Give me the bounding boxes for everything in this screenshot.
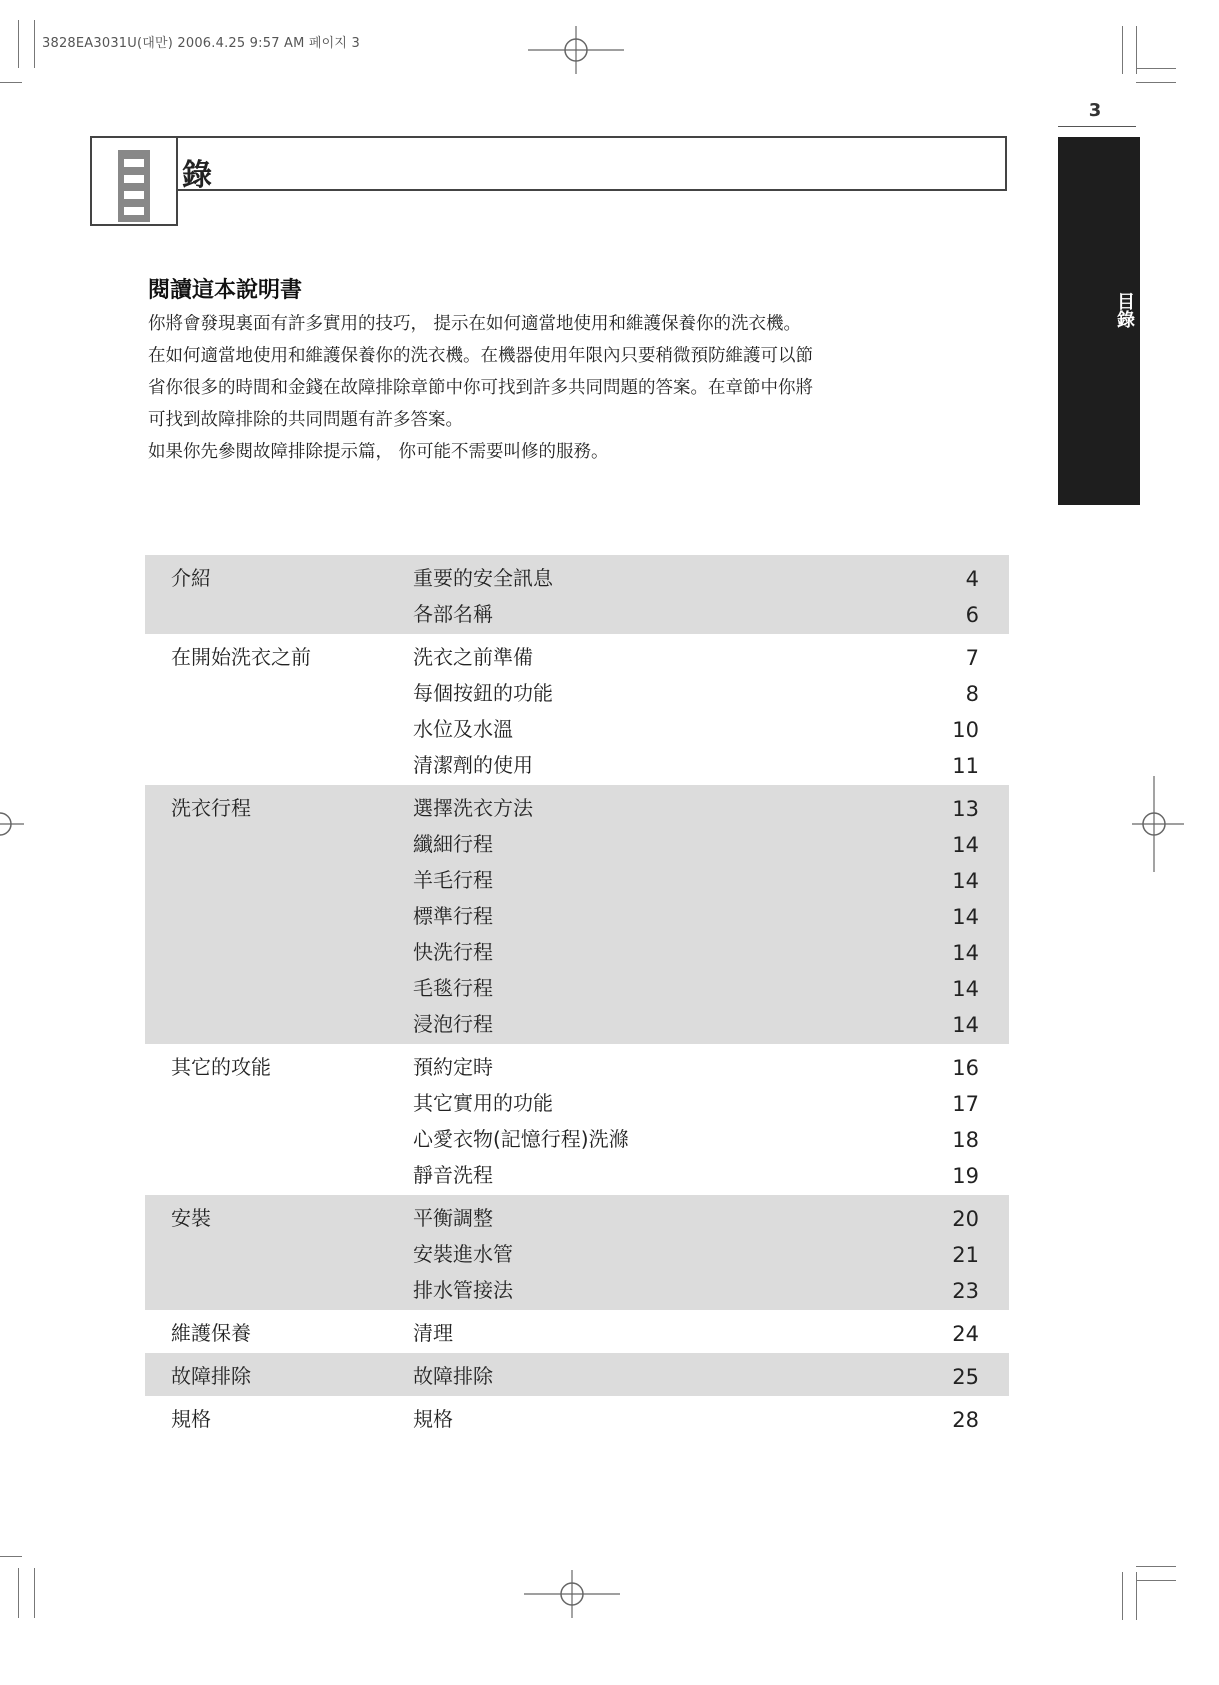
toc-row — [145, 1155, 1009, 1191]
registration-mark-left — [0, 800, 30, 848]
toc-section-specifications — [145, 1396, 1009, 1439]
toc-section-other-functions — [145, 1044, 1009, 1195]
toc-page: 14 — [952, 941, 979, 965]
toc-row — [145, 824, 1009, 860]
toc-page: 14 — [952, 905, 979, 929]
toc-row — [145, 1356, 1009, 1392]
crop-mark — [1122, 1572, 1123, 1620]
toc-row — [145, 673, 1009, 709]
toc-page: 10 — [952, 718, 979, 742]
toc-section-wash-cycles — [145, 785, 1009, 1044]
title-icon-char — [118, 150, 150, 222]
toc-row — [145, 1313, 1009, 1349]
title-icon-bar — [124, 191, 144, 199]
side-tab — [1058, 137, 1140, 505]
toc-row — [145, 860, 1009, 896]
toc-category: 故障排除 — [171, 1364, 251, 1388]
toc-page: 24 — [952, 1322, 979, 1346]
crop-mark — [34, 20, 35, 68]
page-title: 錄 — [182, 158, 212, 193]
toc-item[interactable]: 水位及水溫 — [413, 717, 513, 741]
toc-item[interactable]: 清潔劑的使用 — [413, 753, 533, 777]
toc-page: 14 — [952, 869, 979, 893]
toc-row — [145, 558, 1009, 594]
toc-section-before-washing — [145, 634, 1009, 785]
intro-heading: 閱讀這本說明書 — [148, 278, 303, 303]
toc-category: 維護保養 — [171, 1321, 251, 1345]
toc-item[interactable]: 各部名稱 — [413, 602, 493, 626]
toc-page: 20 — [952, 1207, 979, 1231]
table-of-contents — [145, 555, 1009, 1439]
toc-page: 14 — [952, 833, 979, 857]
title-icon-bar — [124, 207, 144, 215]
toc-page: 14 — [952, 977, 979, 1001]
page-number: 3 — [1088, 100, 1102, 121]
toc-page: 18 — [952, 1128, 979, 1152]
crop-mark — [1136, 1580, 1176, 1581]
toc-section-introduction — [145, 555, 1009, 634]
crop-mark — [0, 82, 22, 83]
toc-item[interactable]: 每個按鈕的功能 — [413, 681, 553, 705]
toc-page: 14 — [952, 1013, 979, 1037]
registration-mark-top — [528, 26, 624, 74]
toc-page: 17 — [952, 1092, 979, 1116]
toc-item[interactable]: 重要的安全訊息 — [413, 566, 553, 590]
toc-section-installation — [145, 1195, 1009, 1310]
toc-item[interactable]: 標準行程 — [413, 904, 493, 928]
intro-line: 在如何適當地使用和維護保養你的洗衣機。在機器使用年限內只要稍微預防維護可以節 — [148, 346, 813, 366]
toc-row — [145, 932, 1009, 968]
toc-page: 19 — [952, 1164, 979, 1188]
toc-item[interactable]: 其它實用的功能 — [413, 1091, 553, 1115]
toc-page: 16 — [952, 1056, 979, 1080]
intro-line: 你將會發現裏面有許多實用的技巧， 提示在如何適當地使用和維護保養你的洗衣機。 — [148, 314, 802, 334]
toc-row — [145, 1198, 1009, 1234]
toc-row — [145, 788, 1009, 824]
toc-item[interactable]: 快洗行程 — [413, 940, 493, 964]
toc-item[interactable]: 選擇洗衣方法 — [413, 796, 533, 820]
toc-category: 洗衣行程 — [171, 796, 251, 820]
toc-page: 8 — [965, 682, 979, 706]
crop-mark — [1122, 26, 1123, 74]
toc-page: 13 — [952, 797, 979, 821]
crop-mark — [0, 1556, 22, 1557]
toc-item[interactable]: 洗衣之前準備 — [413, 645, 533, 669]
toc-item[interactable]: 毛毯行程 — [413, 976, 493, 1000]
toc-item[interactable]: 排水管接法 — [413, 1278, 513, 1302]
toc-category: 介紹 — [171, 566, 211, 590]
toc-row — [145, 1119, 1009, 1155]
toc-row — [145, 594, 1009, 630]
toc-page: 28 — [952, 1408, 979, 1432]
page-number-rule — [1058, 126, 1136, 127]
toc-category: 其它的攻能 — [171, 1055, 271, 1079]
toc-row — [145, 1399, 1009, 1435]
toc-page: 7 — [965, 646, 979, 670]
toc-category: 在開始洗衣之前 — [171, 645, 311, 669]
toc-page: 4 — [965, 567, 979, 591]
toc-page: 21 — [952, 1243, 979, 1267]
toc-item[interactable]: 平衡調整 — [413, 1206, 493, 1230]
toc-row — [145, 1270, 1009, 1306]
registration-mark-bottom — [524, 1570, 620, 1618]
intro-line: 如果你先參閱故障排除提示篇， 你可能不需要叫修的服務。 — [148, 442, 609, 462]
crop-mark — [1136, 82, 1176, 83]
crop-mark — [18, 1568, 19, 1618]
toc-item[interactable]: 清理 — [413, 1321, 453, 1345]
toc-page: 11 — [952, 754, 979, 778]
toc-item[interactable]: 安裝進水管 — [413, 1242, 513, 1266]
toc-section-maintenance — [145, 1310, 1009, 1353]
toc-row — [145, 1004, 1009, 1040]
toc-category: 安裝 — [171, 1206, 211, 1230]
toc-item[interactable]: 規格 — [413, 1407, 453, 1431]
crop-mark — [1136, 1566, 1176, 1567]
toc-item[interactable]: 羊毛行程 — [413, 868, 493, 892]
title-frame — [90, 136, 1007, 190]
toc-item[interactable]: 靜音洗程 — [413, 1163, 493, 1187]
crop-mark — [1136, 26, 1137, 74]
intro-line: 可找到故障排除的共同問題有許多答案。 — [148, 410, 463, 430]
toc-page: 25 — [952, 1365, 979, 1389]
crop-mark — [1136, 68, 1176, 69]
toc-row — [145, 1047, 1009, 1083]
toc-row — [145, 1234, 1009, 1270]
toc-item[interactable]: 纖細行程 — [413, 832, 493, 856]
toc-item[interactable]: 心愛衣物(記憶行程)洗滌 — [413, 1127, 629, 1151]
print-header: 3828EA3031U(대만) 2006.4.25 9:57 AM 페이지 3 — [42, 36, 360, 51]
crop-mark — [18, 20, 19, 68]
registration-mark-right — [1132, 776, 1184, 872]
toc-row — [145, 896, 1009, 932]
intro-line: 省你很多的時間和金錢在故障排除章節中你可找到許多共同問題的答案。在章節中你將 — [148, 378, 813, 398]
intro-body — [148, 308, 1008, 468]
title-underline — [176, 189, 1007, 191]
crop-mark — [34, 1568, 35, 1618]
title-icon-bar — [124, 159, 144, 167]
toc-item[interactable]: 故障排除 — [413, 1364, 493, 1388]
toc-row — [145, 745, 1009, 781]
toc-section-troubleshooting — [145, 1353, 1009, 1396]
toc-row — [145, 968, 1009, 1004]
toc-row — [145, 1083, 1009, 1119]
toc-row — [145, 709, 1009, 745]
toc-item[interactable]: 預約定時 — [413, 1055, 493, 1079]
toc-category: 規格 — [171, 1407, 211, 1431]
side-tab-label: 目錄 — [1114, 292, 1135, 328]
toc-row — [145, 637, 1009, 673]
toc-page: 23 — [952, 1279, 979, 1303]
title-icon-bar — [124, 175, 144, 183]
toc-page: 6 — [965, 603, 979, 627]
toc-item[interactable]: 浸泡行程 — [413, 1012, 493, 1036]
